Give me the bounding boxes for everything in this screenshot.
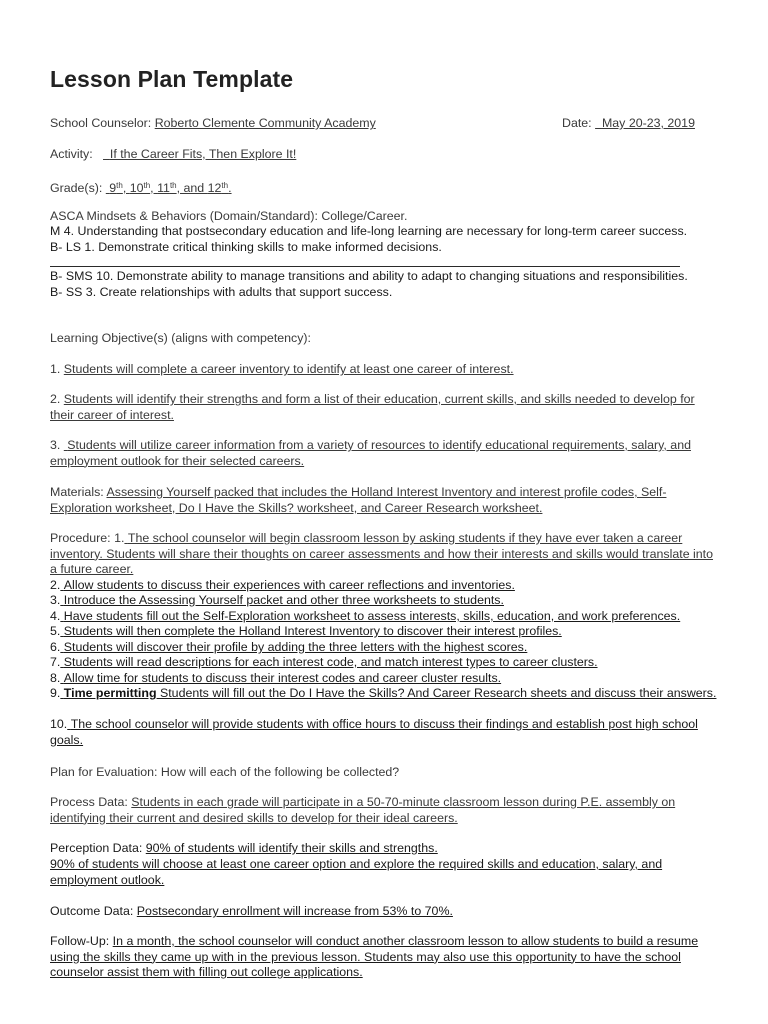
procedure-step: 8. Allow time for students to discuss their interest codes and career cluster results. (50, 671, 502, 685)
date-field (562, 116, 695, 132)
counselor-label: School Counselor: (50, 116, 152, 130)
page-title: Lesson Plan Template (50, 66, 294, 92)
outcome-data-row (50, 904, 720, 920)
follow-up-text: In a month, the school counselor will conduct another classroom lesson to allow students to build a resume using the skills they came up with in the previous lesson. Students may also use this opportunity to have the school counselor assist them with filling out college applications. (50, 934, 699, 980)
perception-data-row: Perception Data: 90% of students will identify their skills and strengths. (50, 841, 438, 855)
materials-row (50, 485, 720, 516)
procedure-step: 7. Students will read descriptions for each interest code, and match interest types to career clusters. (50, 655, 598, 669)
procedure-step: 9. Time permitting Students will fill out the Do I Have the Skills? And Career Research sheets and discuss their answers. (50, 686, 717, 700)
process-data-label: Process Data: (50, 795, 128, 809)
procedure-step: 10. The school counselor will provide students with office hours to discuss their findings and establish post high school goals. (50, 717, 698, 747)
grades-row (50, 178, 720, 197)
counselor-value: Roberto Clemente Community Academy (154, 116, 376, 130)
asca-heading: ASCA Mindsets & Behaviors (Domain/Standard): College/Career. (50, 209, 408, 223)
objective-item: 2. Students will identify their strengths and form a list of their education, current skills, and skills needed to develop for their career of interest. (50, 392, 695, 422)
process-data-text: Students in each grade will participate in a 50-70-minute classroom lesson during P.E. assembly on identifying their current and desired skills to develop for their ideal careers. (50, 795, 676, 825)
follow-up-row (50, 934, 720, 981)
time-permitting-label: Time permitting (63, 686, 157, 700)
procedure-step: 5. Students will then complete the Holland Interest Inventory to discover their interest profiles. (50, 624, 562, 638)
materials-label: Materials: (50, 485, 104, 499)
procedure-step: 2. Allow students to discuss their experiences with career reflections and inventories. (50, 578, 515, 592)
date-label: Date: (562, 116, 592, 130)
activity-value: If the Career Fits, Then Explore It! (109, 147, 297, 161)
outcome-data-text: Postsecondary enrollment will increase from 53% to 70%. (136, 904, 453, 918)
procedure-step: 3. Introduce the Assessing Yourself packet and other three worksheets to students. (50, 593, 504, 607)
procedure-step: 6. Students will discover their profile by adding the three letters with the highest scores. (50, 640, 528, 654)
perception-data-label: Perception Data: (50, 841, 143, 855)
evaluation-heading: Plan for Evaluation: How will each of the following be collected? (50, 765, 400, 779)
perception-data-line: 90% of students will choose at least one career option and explore the required skills and education, salary, and employment outlook. (50, 857, 663, 887)
counselor-row (50, 116, 720, 132)
divider (50, 266, 680, 267)
asca-item: B- SMS 10. Demonstrate ability to manage transitions and ability to adapt to changing situations and responsibilities. (50, 269, 688, 283)
objectives-heading: Learning Objective(s) (aligns with competency): (50, 331, 312, 345)
follow-up-label: Follow-Up: (50, 934, 110, 948)
grades-value: 9th, 10th, 11th, and 12th. (109, 181, 232, 195)
procedure-step: Procedure: 1. The school counselor will begin classroom lesson by asking students if they have ever taken a career inventory. Students will share their thoughts on career assessments and how their interests and skills would translate into a future career. (50, 531, 714, 577)
asca-item: B- LS 1. Demonstrate critical thinking skills to make informed decisions. (50, 240, 442, 254)
grades-label: Grade(s): (50, 181, 103, 195)
process-data-row (50, 795, 720, 826)
materials-text: Assessing Yourself packed that includes the Holland Interest Inventory and interest profile codes, Self-Exploration worksheet, Do I Have the Skills? worksheet, and Career Research worksheet. (50, 485, 667, 515)
objective-item: 3. Students will utilize career information from a variety of resources to identify educational requirements, salary, and employment outlook for their selected careers. (50, 438, 691, 468)
outcome-data-label: Outcome Data: (50, 904, 134, 918)
activity-row (50, 147, 720, 163)
asca-item: M 4. Understanding that postsecondary education and life-long learning are necessary for long-term career success. (50, 224, 688, 238)
objective-item: 1. Students will complete a career inventory to identify at least one career of interest. (50, 362, 514, 376)
activity-label: Activity: (50, 147, 93, 161)
asca-item: B- SS 3. Create relationships with adults that support success. (50, 285, 393, 299)
procedure-step: 4. Have students fill out the Self-Exploration worksheet to assess interests, skills, education, and work preferences. (50, 609, 681, 623)
date-value: May 20-23, 2019 (601, 116, 695, 130)
